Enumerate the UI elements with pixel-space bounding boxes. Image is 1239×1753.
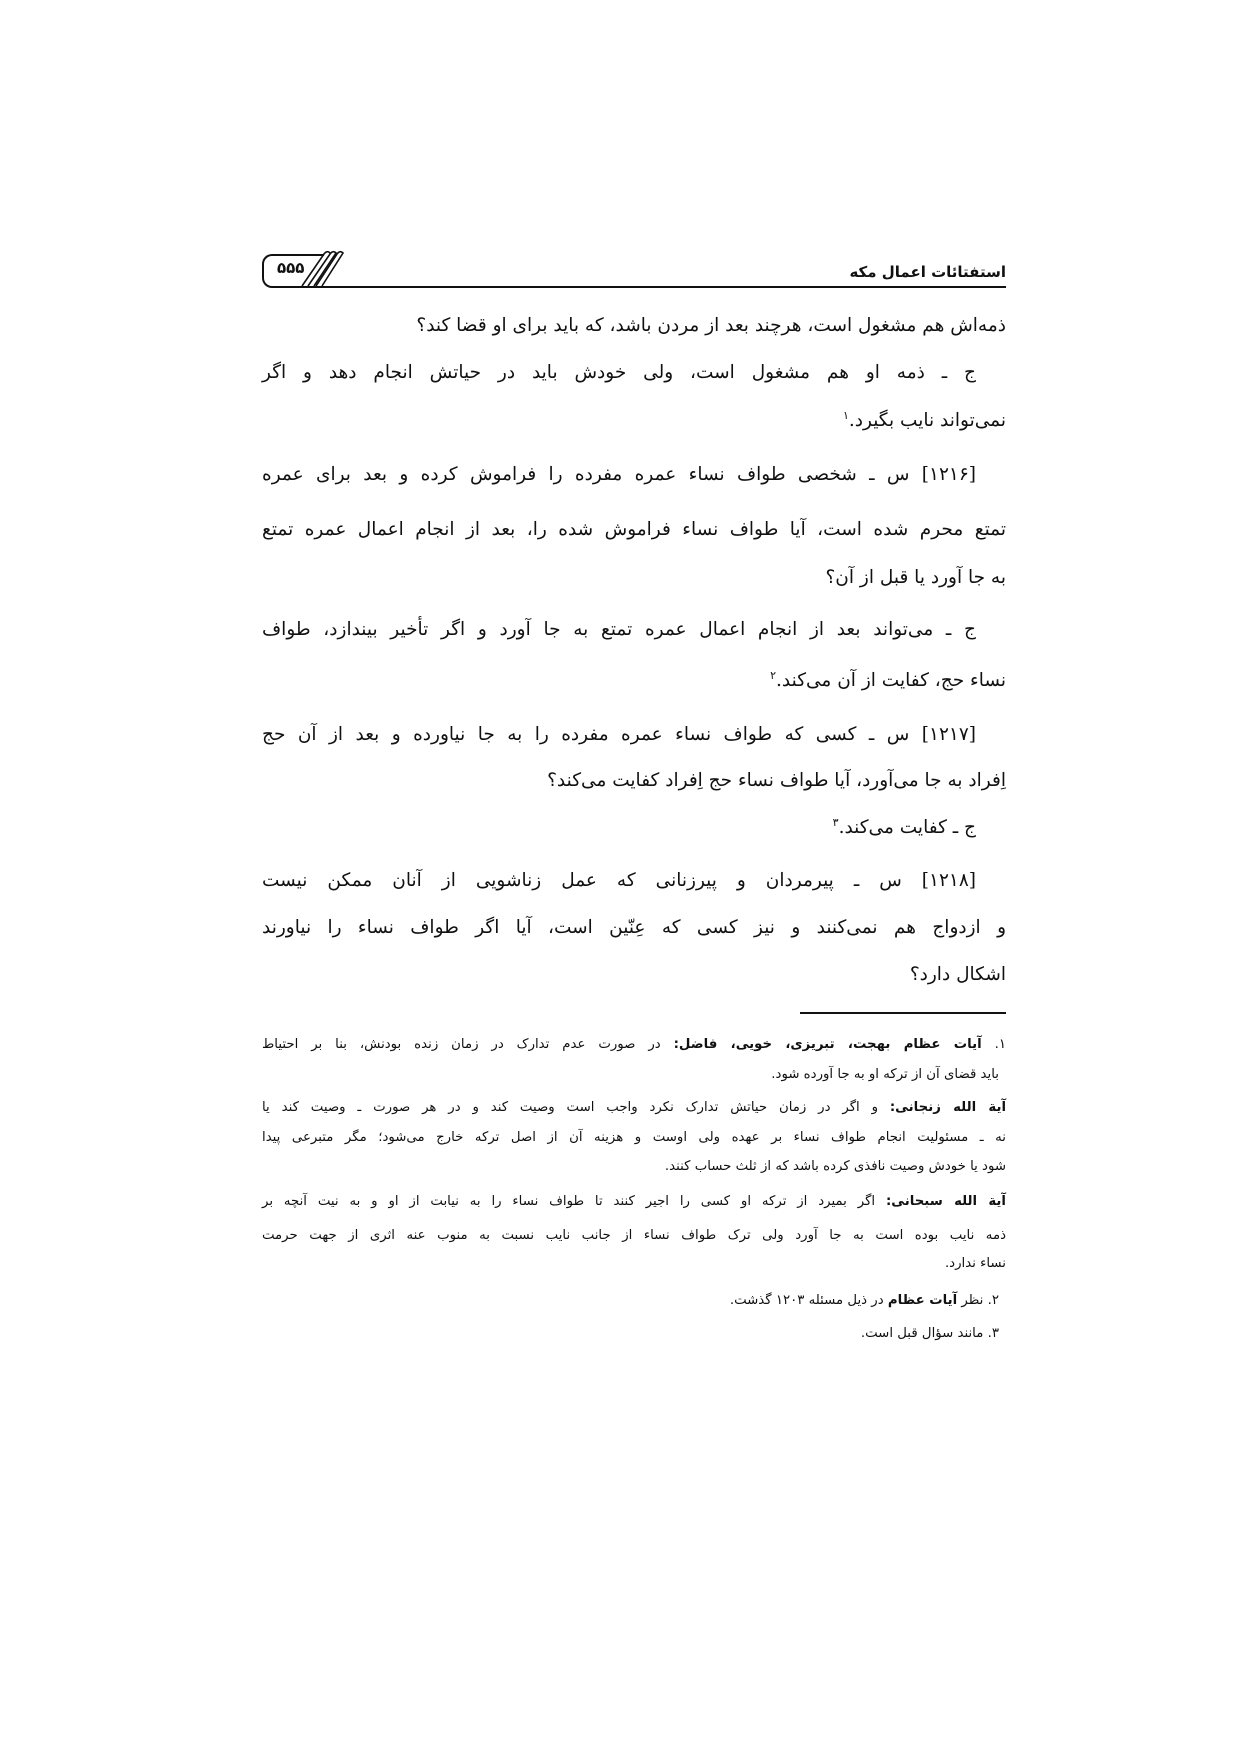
footnote-number: ۲. [987, 1293, 999, 1308]
body-text: ج ـ کفایت می‌کند. [838, 817, 976, 839]
footnote-1-zanjani [262, 1101, 1006, 1114]
footnote-authority: آیة الله زنجانی: [889, 1100, 1006, 1115]
footnote-number: ۱. [994, 1037, 1006, 1052]
footnote-1-cont: باید قضای آن از ترکه او به جا آورده شود. [771, 1067, 999, 1082]
body-line [843, 410, 1006, 431]
body-line: تمتع محرم شده است، آیا طواف نساء فراموش شده را، بعد از انجام اعمال عمره تمتع [262, 519, 1006, 540]
footnote-line: نساء ندارد. [944, 1256, 1006, 1271]
footnote-authority: آیة الله سبحانی: [885, 1194, 1006, 1209]
question-line-1216: [۱۲۱۶] س ـ شخصی طواف نساء عمره مفرده را فراموش کرده و بعد برای عمره [262, 464, 976, 485]
footnote-ref-2[interactable]: ۲ [770, 669, 777, 682]
body-line: ذمه‌اش هم مشغول است، هرچند بعد از مردن باشد، که باید برای او قضا کند؟ [416, 315, 1006, 336]
footnote-text: در ذیل مسئله ۱۲۰۳ گذشت. [729, 1293, 884, 1308]
page-number: ۵۵۵ [277, 259, 305, 277]
footnote-1 [262, 1038, 1006, 1051]
footnote-number: ۳. [987, 1326, 999, 1341]
body-line: و ازدواج هم نمی‌کنند و نیز کسی که عِنّین است، آیا اگر طواف نساء را نیاورند [262, 917, 1006, 938]
footnote-1-sobhani [262, 1195, 1006, 1208]
answer-line: ج ـ می‌تواند بعد از انجام اعمال عمره تمتع به جا آورد و اگر تأخیر بیندازد، طواف [262, 619, 976, 640]
footnote-text: در صورت عدم تدارک در زمان زنده بودنش، بنا بر احتیاط [262, 1037, 661, 1052]
body-text: نساء حج، کفایت از آن می‌کند. [776, 670, 1006, 692]
footnote-ref-1[interactable]: ۱ [842, 409, 849, 422]
running-title: استفتائات اعمال مکه [849, 263, 1006, 281]
answer-line: ج ـ ذمه او هم مشغول است، ولی خودش باید در حیاتش انجام دهد و اگر [262, 362, 976, 383]
footnote-ref-3[interactable]: ۳ [832, 816, 839, 829]
footnote-text: مانند سؤال قبل است. [860, 1326, 984, 1341]
footnote-text: و اگر در زمان حیاتش تدارک نکرد واجب است وصیت کند و در هر صورت ـ وصیت کند یا [262, 1100, 878, 1115]
header-rule [308, 286, 1006, 288]
question-line-1217: [۱۲۱۷] س ـ کسی که طواف نساء عمره مفرده را به جا نیاورده و بعد از آن حج [262, 724, 976, 745]
footnote-separator [800, 1012, 1006, 1014]
body-line: به جا آورد یا قبل از آن؟ [825, 567, 1006, 588]
footnote-2 [730, 1294, 999, 1307]
footnote-3 [861, 1327, 999, 1340]
body-line: اِفراد به جا می‌آورد، آیا طواف نساء حج اِفراد کفایت می‌کند؟ [547, 770, 1006, 791]
footnote-authority: آیات عظام بهجت، تبریزی، خویی، فاضل: [673, 1037, 982, 1052]
footnote-text: اگر بمیرد از ترکه او کسی را اجیر کنند تا طواف نساء را به نیابت از او و به نیت آنچه بر [262, 1194, 876, 1209]
header-stripes-ornament [300, 248, 350, 288]
footnote-line: ذمه نایب بوده است به جا آورد ولی ترک طواف نساء از جانب نایب نسبت به منوب عنه اثری از جهت حرمت [262, 1228, 1006, 1243]
body-line: اشکال دارد؟ [909, 964, 1006, 985]
footnote-line: نه ـ مسئولیت انجام طواف نساء بر عهده ولی اوست و هزینه آن از اصل ترکه خارج می‌شود؛ مگر متبرعی پیدا [262, 1130, 1006, 1145]
question-line-1218: [۱۲۱۸] س ـ پیرمردان و پیرزنانی که عمل زناشویی از آنان ممکن نیست [262, 870, 976, 891]
body-text: نمی‌تواند نایب بگیرد. [848, 410, 1006, 432]
footnote-authority: آیات عظام [887, 1293, 958, 1308]
footnote-line: شود یا خودش وصیت نافذی کرده باشد که از ثلث حساب کنند. [664, 1159, 1006, 1174]
footnote-text: نظر [961, 1293, 984, 1308]
answer-line [833, 817, 976, 838]
body-line [770, 670, 1006, 691]
